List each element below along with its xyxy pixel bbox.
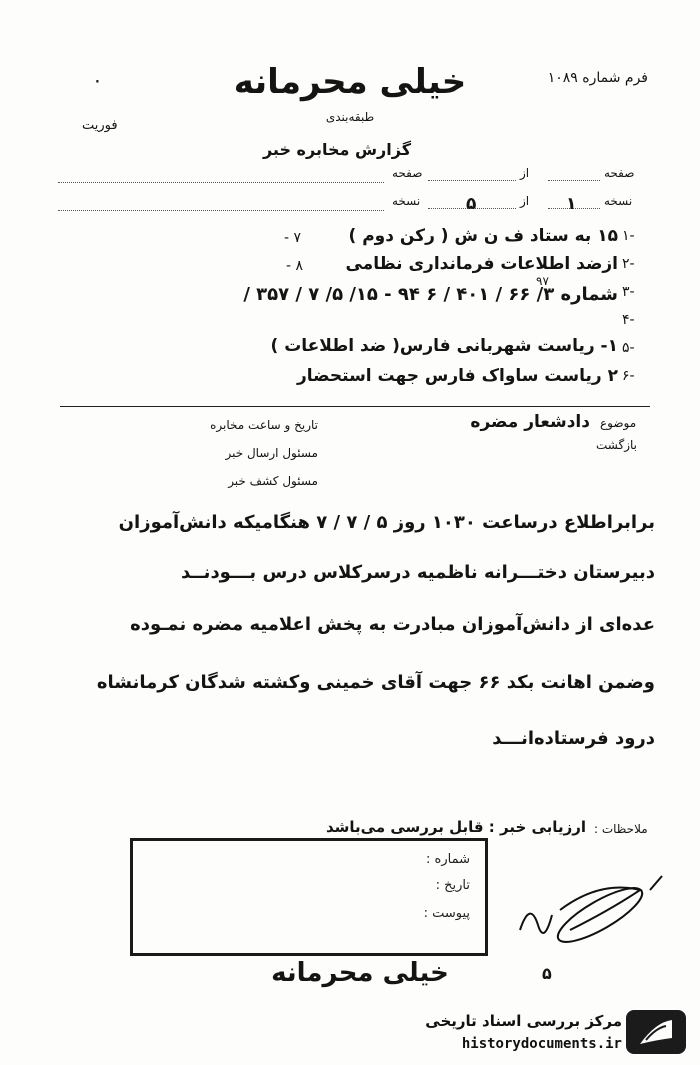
recipient-line: ازضد اطلاعات فرمانداری نظامی: [345, 254, 618, 274]
classification-title: خیلی محرمانه: [233, 62, 467, 102]
recipient-num: ۶-: [622, 368, 635, 384]
subject-label: موضوع: [600, 416, 637, 430]
stamp-date-line: تاریخ :: [435, 878, 470, 893]
urgency-label: فوریت: [82, 118, 118, 133]
subject-value: دادشعار مضره: [470, 412, 590, 432]
recipient-num: ۱-: [622, 228, 635, 244]
archive-url[interactable]: historydocuments.ir: [461, 1036, 622, 1052]
sender-label: مسئول ارسال خبر: [225, 446, 318, 460]
notes-label: ملاحظات :: [594, 822, 648, 836]
return-label: بازگشت: [596, 438, 637, 452]
classification-title-bottom: خیلی محرمانه: [271, 958, 449, 988]
separator-line: [60, 406, 650, 407]
right-num: ۹۷: [536, 274, 549, 288]
recipient-num: ۳-: [622, 284, 635, 300]
copy-number: ۱: [566, 194, 577, 214]
page-label: صفحه: [604, 166, 635, 180]
copy-line-dots: [58, 210, 384, 211]
page-label-2: صفحه: [392, 166, 423, 180]
body-line: برابراطلاع درساعت ۱۰۳۰ روز ۵ / ۷ / ۷ هنگامیکه دانش‌آموزان: [118, 512, 655, 533]
body-line: عده‌ای از دانش‌آموزان مبادرت به پخش اعلامیه مضره نمـوده: [130, 614, 655, 635]
archive-logo-icon: [626, 1010, 686, 1054]
recipient-num: ۴-: [622, 312, 635, 328]
stamp-number-line: شماره :: [426, 852, 470, 867]
category-label: طبقه‌بندی: [325, 110, 375, 124]
corner-mark: ٠: [92, 68, 103, 92]
of-label: از: [520, 166, 530, 180]
right-num: - ۷: [284, 230, 302, 246]
body-line: درود فرستاده‌انـــد: [492, 728, 655, 749]
report-title: گزارش مخابره خبر: [262, 140, 412, 159]
recipient-line: ۱- ریاست شهربانی فارس( ضد اطلاعات ): [270, 336, 618, 356]
page-number: ۵: [542, 964, 552, 983]
recipient-line: شماره ۳/ ۶۶ / ۴۰۱ / ۶ ۹۴ - ۱۵/ ۵/ ۷ / ۳۵۷ /: [243, 284, 618, 305]
of-label-2: از: [520, 194, 530, 208]
page-dots: [548, 180, 600, 181]
copy-total: ۵: [466, 194, 477, 214]
body-line: دبیرستان دختـــرانه ناظمیه درسرکلاس درس بـــودنــد: [180, 562, 655, 583]
recipient-num: ۲-: [622, 256, 635, 272]
form-number: فرم شماره ۱۰۸۹: [547, 70, 648, 86]
datetime-label: تاریخ و ساعت مخابره: [210, 418, 318, 432]
recipient-line: ۱۵ به ستاد ف ن ش ( رکن دوم ): [348, 226, 618, 246]
page-line-dots: [58, 182, 384, 183]
discoverer-label: مسئول کشف خبر: [228, 474, 318, 488]
recipient-num: ۵-: [622, 340, 635, 356]
copy-label-2: نسخه: [392, 194, 421, 208]
archive-name: مرکز بررسی اسناد تاریخی: [425, 1012, 622, 1030]
stamp-attachment-line: پیوست :: [423, 906, 470, 921]
copy-label: نسخه: [604, 194, 633, 208]
notes-value: ارزیابی خبر : قابل بررسی می‌باشد: [325, 818, 586, 836]
body-line: وضمن اهانت بکد ۶۶ جهت آقای خمینی وکشته شدگان کرمانشاه: [96, 672, 655, 693]
handwritten-signature: [500, 870, 690, 960]
page-total-dots: [428, 180, 516, 181]
recipient-line: ۲ ریاست ساواک فارس جهت استحضار: [296, 366, 618, 386]
right-num: - ۸: [286, 258, 304, 274]
